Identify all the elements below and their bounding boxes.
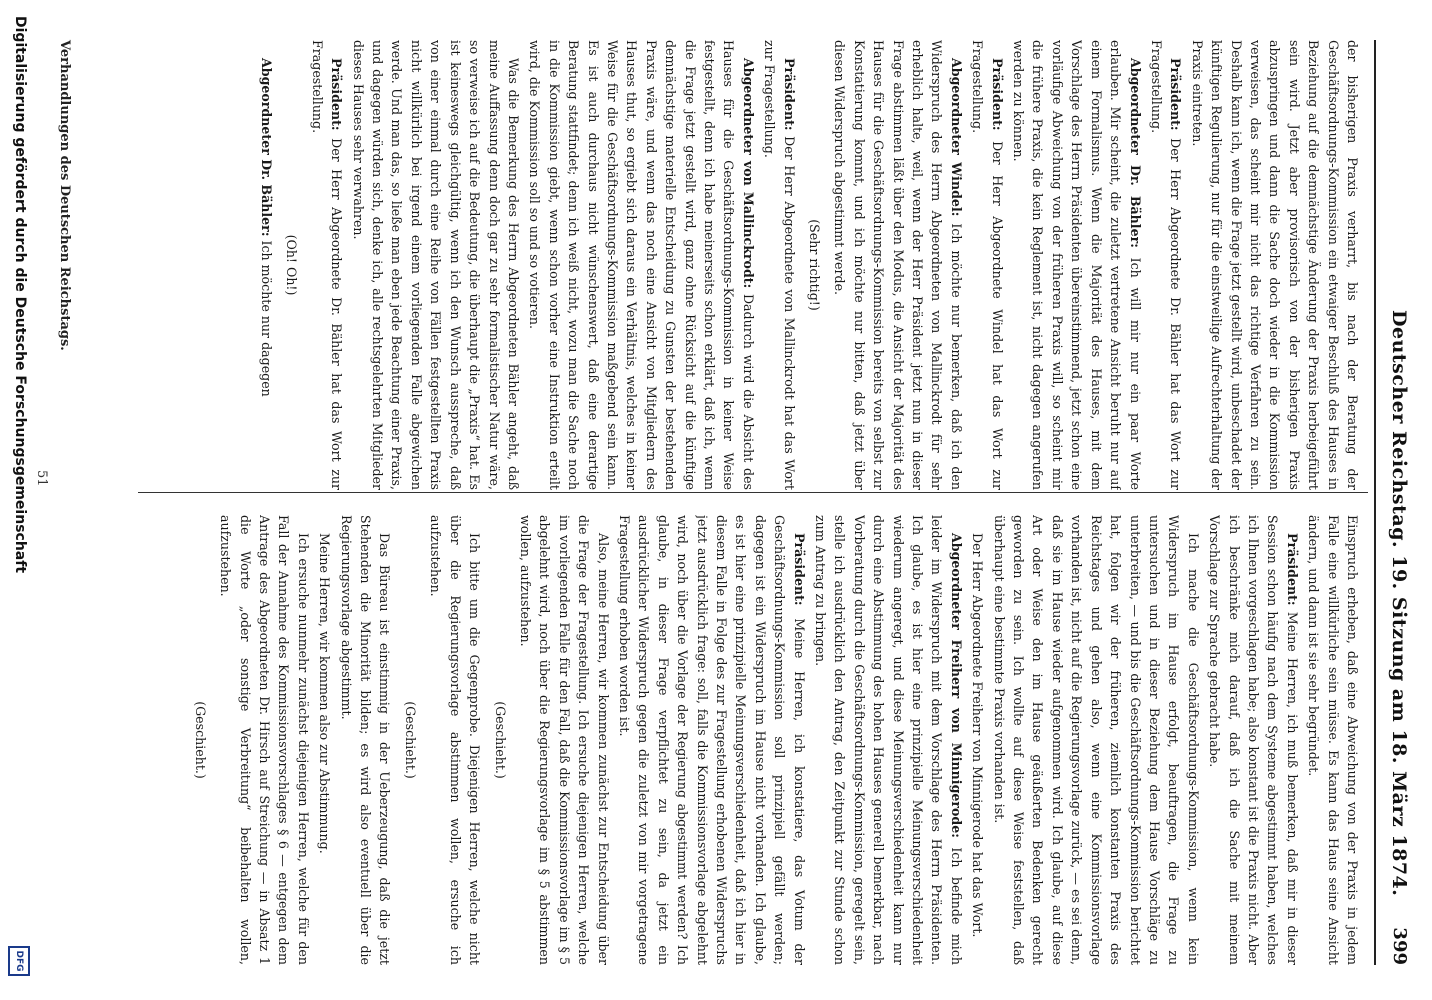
paragraph bbox=[1009, 40, 1145, 490]
speaker-name: Abgeordneter Dr. Bähler: bbox=[1127, 58, 1143, 248]
interjection: (Geschieht.) bbox=[402, 701, 418, 779]
speaker-name: Abgeordneter von Mallinckrodt: bbox=[740, 58, 756, 289]
paragraph bbox=[348, 40, 523, 490]
interjection: (Sehr richtig!) bbox=[807, 219, 823, 311]
paragraph-text: Der Herr Abgeordnete Freiherr von Minnigerode hat das Wort. bbox=[970, 533, 986, 938]
paragraph bbox=[989, 515, 1202, 965]
paragraph-text: Ich befinde mich leider im Widerspruch mit dem Vorschlage des Herrn Präsidenten. Ich glaube, es ist hier eine prinzipielle Meinungsverschiedenheit wiederum angeregt, und diese Meinungsverschiedenheit kann nur durch eine Abstimmung des hohen Hauses generell bemerkbar, nach Vorberatung durch die Geschäftsordnungs-Kommission, geregelt sein, stelle ich ausdrücklich den Antrag, den Zeitpunkt zur Stunde schon zum Antrag zu bringen. bbox=[813, 515, 964, 965]
speaker-name: Präsident: bbox=[1168, 58, 1184, 131]
paragraph-text: Meine Herren, ich muß bemerken, daß mir in dieser Session schon häufig nach dem Systeme abgestimmt haben, welches ich Ihnen vorgeschlagen habe; also konstant ist die Praxis nicht. Aber ich beschränke mich darauf, daß ich die Sache mit meinem Vorschlage zur Sprache gebracht habe. bbox=[1207, 515, 1300, 965]
speaker-name: Präsident: bbox=[1284, 533, 1300, 606]
interjection: (Geschieht.) bbox=[492, 701, 508, 779]
paragraph bbox=[315, 515, 334, 965]
paragraph bbox=[968, 515, 987, 965]
paragraph-text: Meine Herren, wir kommen also zur Abstimmung. bbox=[317, 533, 333, 854]
interjection: (Geschieht.) bbox=[192, 701, 208, 779]
paragraph-text: Ich ersuche nunmehr zunächst diejenigen Herren, welche für den Fall der Annahme des Kommissionsvorschlages § 6 — entgegen dem Antrage des Abgeordneten Dr. Hirsch auf Streichung — in Absatz 1 die Worte „oder sonstige Verbreitung“ beibehalten wollen, aufzustehen. bbox=[218, 515, 311, 965]
header-title: Deutscher Reichstag. 19. Sitzung am 18. März 1874. bbox=[1388, 310, 1410, 897]
interjection: (Oh! Oh!) bbox=[284, 234, 300, 296]
paragraph-text: Ich möchte nur bemerken, daß ich den Widerspruch des Herrn Abgeordneten von Mallinckrodt für sehr erheblich halte, weil, wenn der Herr Präsident jetzt nun in dieser Frage abstimmen läßt über den Modus, die Ansicht der Majorität des Hauses für die Geschäftsordnungs-Kommission bereits von selbst zur Konstatierung kommt, und ich möchte nur bitten, daß jetzt über diesen Widerspruch abgestimmt werde. bbox=[832, 40, 964, 490]
dfg-logo-icon: DFG bbox=[8, 946, 30, 976]
paragraph-text: der bisherigen Praxis verharrt, bis nach der Beratung der Geschäftsordnungs-Kommission ein etwaiger Beschluß des Hauses in Beziehung auf die demnächstige Änderung der Praxis herbeigeführt sein wird. Jetzt aber provisorisch von der bisherigen Praxis abzuspringen und dann die Sache doch wieder in die Kommission verweisen, das scheint mir nicht das richtige Verfahren zu sein. Deshalb kann ich, wenn die Frage jetzt gestellt wird, unbeschadet der künftigen Regulierung, nur für die einstweilige Aufrechterhaltung der Praxis eintreten. bbox=[1189, 40, 1360, 490]
paragraph-text: Der Herr Abgeordnete Dr. Bähler hat das Wort zur Fragestellung. bbox=[1148, 40, 1184, 490]
paragraph-text: Ich möchte nur dagegen bbox=[259, 236, 275, 397]
paragraph-text: Was die Bemerkung des Herrn Abgeordneten Bähler angeht, daß meine Auffassung denn doch gar zu sehr formalistischer Natur wäre, so verweise ich auf die Bedeutung, die überhaupt die „Praxis“ hat. Es ist keineswegs gleichgültig, wenn ich den Wunsch ausspreche, daß von einer einmal durch eine Reihe von Fällen festgestellten Praxis nicht willkürlich bei irgend einem vorliegenden Falle abgewichen werde. Und man das, so ließe man eben jede Beachtung einer Praxis, und dagegen würden sich, denke ich, alle rechtsgelehrten Mitglieder dieses Hauses sehr verwahren. bbox=[350, 40, 521, 490]
speaker-name: Präsident: bbox=[989, 58, 1005, 131]
left-column bbox=[92, 40, 1362, 490]
footer-publication: Verhandlungen des Deutschen Reichstags. bbox=[57, 40, 72, 351]
speaker-name: Abgeordneter Freiherr von Minnigerode: bbox=[948, 533, 964, 838]
paragraph-text: Ich mache die Geschäftsordnungs-Kommission, wenn kein Widerspruch im Hause erfolgt, beauftragen, die Frage zu untersuchen und in dieser Beziehung dem Hause Vorschläge zu unterbreiten, — und bis die Geschäftsordnungs-Kommission berichtet hat, folgen wir der früheren, ziemlich konstanten Praxis des Reichstages und gehen also, wenn eine Kommissionsvorlage vorhanden ist, nicht auf die Regierungsvorlage zurück, — es sei denn, daß sie im Hause wieder aufgenommen wird. Ich glaube, auf diese Art oder Weise den im Hause geäußerten Bedenken gerecht geworden zu sein. Ich wollte auf diese Weise feststellen, daß überhaupt eine bestimmte Praxis vorhanden ist. bbox=[991, 515, 1201, 965]
paragraph bbox=[1304, 515, 1362, 965]
right-column bbox=[92, 515, 1362, 965]
paragraph-text: Der Herr Abgeordnete Windel hat das Wort zur Fragestellung. bbox=[970, 40, 1005, 490]
page-header bbox=[1378, 40, 1420, 965]
paragraph-text: Meine Herren, ich konstatiere, das Votum der Geschäftsordnungs-Kommission soll prinzipiell gefällt werden; dagegen ist ein Widerspruch im Hause nicht vorhanden. Ich glaube, es ist hier eine prinzipielle Meinungsverschiedenheit, daß ich hier in diesem Falle in Folge des zur Fragestellung erhobenen Widerspruchs jetzt ausdrücklich frage: soll, falls die Kommissionsvorlage abgelehnt wird, noch über die Vorlage der Regierung abgestimmt werden? Ich glaube, in dieser Frage verpflichtet zu sein, da jetzt ein ausdrücklicher Widerspruch gegen die zuletzt von mir vorgetragene Fragestellung erhoben worden ist. bbox=[616, 515, 807, 965]
paragraph-text: Ich bitte um die Gegenprobe. Diejenigen Herren, welche nicht über die Regierungsvorlage abstimmen wollen, ersuche ich aufzustehen. bbox=[428, 515, 483, 965]
paragraph bbox=[516, 515, 613, 965]
header-rule bbox=[1374, 40, 1376, 965]
speaker-name: Abgeordneter Dr. Bähler: bbox=[259, 58, 275, 237]
paragraph-text: Also, meine Herren, wir kommen zunächst zur Entscheidung über die Frage der Fragestellung. Ich ersuche diejenigen Herren, welche im vorliegenden Falle für den Fall, daß die Kommissionsvorlage im § 5 abgelehnt wird, noch über die Regierungsvorlage im § 5 abstimmen wollen, aufzustehen. bbox=[517, 515, 611, 965]
paragraph bbox=[811, 515, 966, 965]
paragraph bbox=[336, 515, 394, 965]
speaker-name: Präsident: bbox=[791, 533, 807, 606]
header-page-number: 399 bbox=[1389, 927, 1410, 965]
paragraph-text: Ich will mir nur ein paar Worte erlauben. Mir scheint, die zuletzt vertretene Ansicht beruht nur auf einem Formalismus. Wenn die Majorität des Hauses, mit dem Vorschlage des Herrn Präsidenten übereinstimmend, jetzt schon eine vorläufige Abweichung von der früheren Praxis will, so scheint mir die frühere Praxis, die kein Reglement ist, nicht dagegen angerufen werden zu können. bbox=[1011, 40, 1143, 490]
paragraph-text: Einspruch erheben, daß eine Abweichung von der Praxis in jedem Falle eine willkürliche sein müsse. Es kann das Haus seine Ansicht ändern, und dann ist sie sehr begründet. bbox=[1306, 515, 1360, 965]
paragraph bbox=[307, 40, 346, 490]
paragraph bbox=[426, 515, 484, 965]
paragraph bbox=[1187, 40, 1362, 490]
paragraph bbox=[968, 40, 1007, 490]
paragraph bbox=[615, 515, 809, 965]
paragraph-text: Der Herr Abgeordnete Dr. Bähler hat das Wort zur Fragestellung. bbox=[309, 40, 345, 490]
speaker-name: Abgeordneter Windel: bbox=[948, 58, 964, 217]
speaker-name: Präsident: bbox=[329, 58, 345, 131]
paragraph bbox=[216, 515, 313, 965]
paragraph-text: Dadurch wird die Absicht des Hauses für die Geschäftsordnungs-Kommission in keiner Weise festgestellt, denn ich habe meinerseits schon erklärt, daß ich, wenn die Frage jetzt gestellt wird, ganz ohne Rücksicht auf die künftige demnächstige materielle Entscheidung zu Gunsten der bestehenden Praxis wäre, und wenn das noch eine Ansicht von Mitgliedern des Hauses thut, so ergiebt sich daraus ein Verhältnis, welches in keiner Weise für die Geschäftsordnungs-Kommission maßgebend sein kann. Es ist auch durchaus nicht wünschenswert, daß eine derartige Beratung stattfindet; denn ich weiß nicht, wozu man die Sache noch in die Kommission giebt, wenn schon vorher eine Instruktion erteilt wird, die Kommission soll so und so votieren. bbox=[527, 40, 756, 490]
digitization-note: Digitalisierung gefördert durch die Deutsche Forschungsgemeinschaft bbox=[12, 16, 28, 574]
paragraph bbox=[1147, 40, 1186, 490]
column-divider bbox=[138, 492, 1368, 493]
paragraph bbox=[830, 40, 966, 490]
digitization-banner bbox=[6, 16, 32, 976]
paragraph bbox=[760, 40, 799, 490]
footer-page-mark: 51 bbox=[34, 470, 49, 487]
paragraph bbox=[1205, 515, 1302, 965]
speaker-name: Präsident: bbox=[781, 58, 797, 131]
paragraph-text: Der Herr Abgeordnete von Mallinckrodt hat das Wort zur Fragestellung. bbox=[762, 40, 797, 490]
paragraph-text: Das Büreau ist einstimmig in der Ueberzeugung, daß die jetzt Stehenden die Minorität bilden; es wird also eventuell über die Regierungsvorlage abgestimmt. bbox=[338, 515, 393, 965]
paragraph bbox=[525, 40, 758, 490]
paragraph bbox=[257, 40, 276, 490]
